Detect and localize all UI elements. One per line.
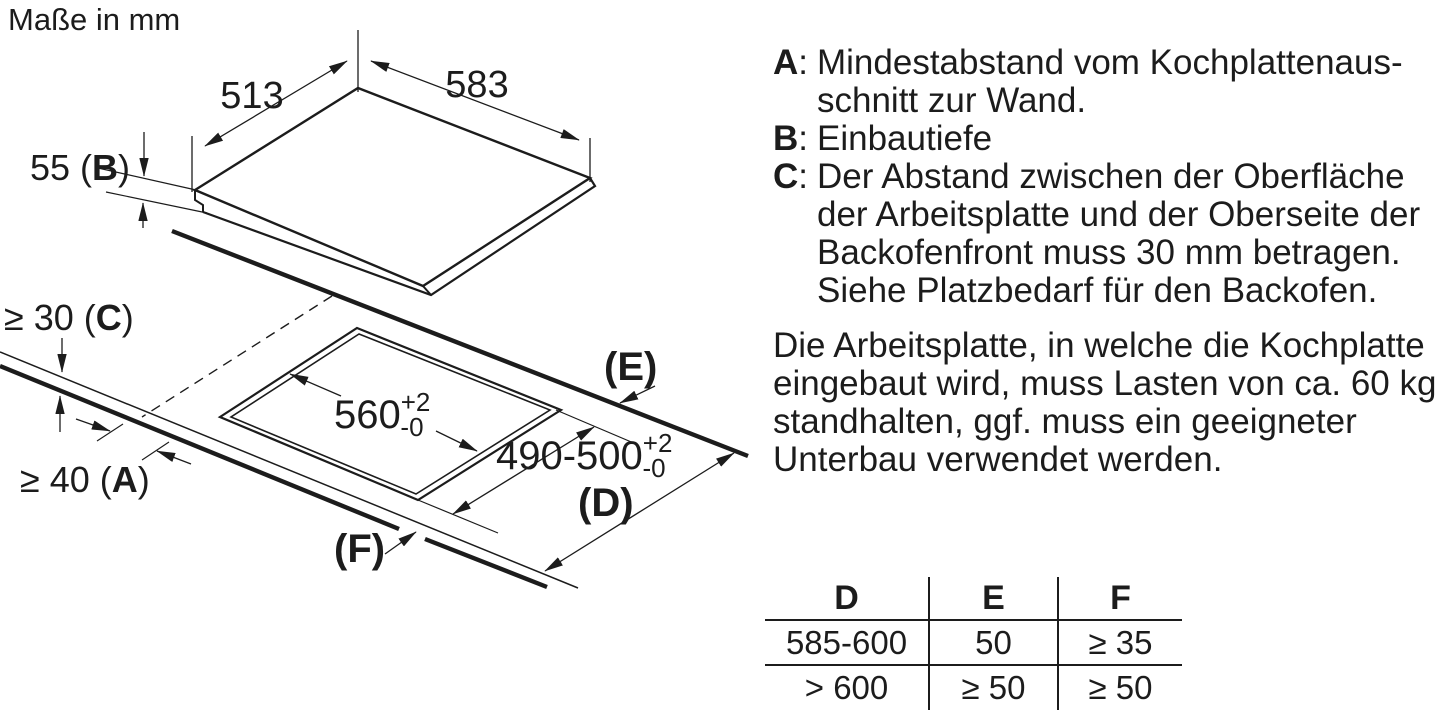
definition-a bbox=[773, 44, 1438, 120]
table-cell: 585-600 bbox=[765, 620, 929, 665]
table-cell: ≥ 50 bbox=[1058, 665, 1182, 710]
definition-c-separator: : bbox=[798, 157, 809, 196]
definition-a-letter: A bbox=[773, 43, 799, 82]
dim-label-depth: 583 bbox=[445, 64, 509, 106]
dim-label-height-letter: B bbox=[92, 147, 118, 188]
table-cell: ≥ 50 bbox=[929, 665, 1058, 710]
clearance-table-body bbox=[765, 620, 1182, 710]
dim-arrow-a-right bbox=[76, 419, 110, 431]
dim-label-height bbox=[30, 147, 130, 188]
dim-label-height-post: ) bbox=[118, 147, 130, 188]
ref-label-e: (E) bbox=[604, 345, 658, 389]
dim-label-a-letter: A bbox=[111, 459, 138, 500]
table-header-row bbox=[765, 577, 1182, 620]
table-header-d: D bbox=[834, 578, 859, 617]
dim-arrow-a-left bbox=[157, 451, 191, 464]
definition-c bbox=[773, 158, 1438, 310]
definition-line: schnitt zur Wand. bbox=[817, 81, 1087, 120]
definition-c-letter: C bbox=[773, 157, 799, 196]
cutout-width-tol-minus: -0 bbox=[400, 412, 424, 442]
ref-arrow-f bbox=[385, 532, 416, 554]
notes-column bbox=[773, 44, 1438, 479]
definition-line: Einbautiefe bbox=[817, 119, 993, 158]
ref-label-f: (F) bbox=[334, 527, 386, 571]
worktop-load-paragraph bbox=[773, 327, 1438, 479]
ext-line-height-bottom bbox=[106, 192, 207, 213]
definition-a-separator: : bbox=[798, 43, 809, 82]
definition-line: der Arbeitsplatte und der Oberseite der bbox=[817, 195, 1421, 234]
definition-a-prefix bbox=[773, 44, 808, 82]
definition-line: Mindestabstand vom Kochplattenaus- bbox=[817, 43, 1403, 82]
table-cell: ≥ 35 bbox=[1058, 620, 1182, 665]
definition-line: Siehe Platzbedarf für den Backofen. bbox=[817, 271, 1378, 310]
paragraph-line: eingebaut wird, muss Lasten von ca. 60 kg bbox=[773, 364, 1437, 403]
dim-label-cutout-depth bbox=[496, 428, 672, 483]
cutout-depth-value: 490-500 bbox=[496, 434, 643, 478]
cutout-depth-tol-plus: +2 bbox=[642, 428, 673, 458]
ext-tick-a-2 bbox=[142, 442, 169, 460]
dim-label-a bbox=[20, 459, 150, 500]
dim-label-a-pre: ≥ 40 ( bbox=[20, 459, 112, 500]
clearance-table-header bbox=[765, 577, 1182, 620]
worktop-front-edge-thick-line-left bbox=[0, 366, 399, 529]
table-row bbox=[765, 665, 1182, 710]
dim-label-c-pre: ≥ 30 ( bbox=[4, 297, 96, 338]
paragraph-line: Die Arbeitsplatte, in welche die Kochplatte bbox=[773, 326, 1425, 365]
definition-b-separator: : bbox=[798, 119, 809, 158]
definition-c-prefix bbox=[773, 158, 808, 196]
cutout-width-value: 560 bbox=[334, 393, 401, 437]
dim-label-width: 513 bbox=[220, 75, 284, 117]
definition-b bbox=[773, 120, 1438, 158]
dim-label-c-post: ) bbox=[121, 297, 134, 338]
clearance-dimensions bbox=[60, 338, 191, 464]
dim-label-cutout-width bbox=[334, 387, 430, 442]
projection-dashed-line bbox=[142, 296, 332, 417]
definition-line: Der Abstand zwischen der Oberfläche bbox=[817, 157, 1405, 196]
page-title: Maße in mm bbox=[8, 2, 181, 37]
dim-line-cutout-width-right bbox=[436, 431, 477, 451]
definition-b-prefix bbox=[773, 120, 808, 158]
table-cell: > 600 bbox=[765, 665, 929, 710]
dim-label-c bbox=[4, 297, 134, 338]
paragraph-line: standhalten, ggf. muss ein geeigneter bbox=[773, 402, 1357, 441]
dim-label-height-pre: 55 ( bbox=[29, 147, 92, 188]
table-row bbox=[765, 620, 1182, 665]
ext-tick-a-1 bbox=[97, 424, 123, 441]
worktop-front-edge-thick-line-right bbox=[425, 539, 547, 587]
hob-top-face bbox=[195, 88, 590, 286]
table-cell: 50 bbox=[929, 620, 1058, 665]
cutout-depth-tol-minus: -0 bbox=[642, 453, 666, 483]
table-header-e: E bbox=[929, 577, 1058, 620]
cutout-width-tol-plus: +2 bbox=[400, 387, 431, 417]
dim-label-a-post: ) bbox=[137, 459, 150, 500]
definition-b-letter: B bbox=[773, 119, 799, 158]
table-header-f: F bbox=[1058, 577, 1182, 620]
definition-line: Backofenfront muss 30 mm betragen. bbox=[817, 233, 1401, 272]
clearance-table bbox=[765, 577, 1182, 710]
paragraph-line: Unterbau verwendet werden. bbox=[773, 440, 1223, 479]
dim-label-c-letter: C bbox=[95, 297, 122, 338]
ref-label-d: (D) bbox=[578, 481, 634, 525]
